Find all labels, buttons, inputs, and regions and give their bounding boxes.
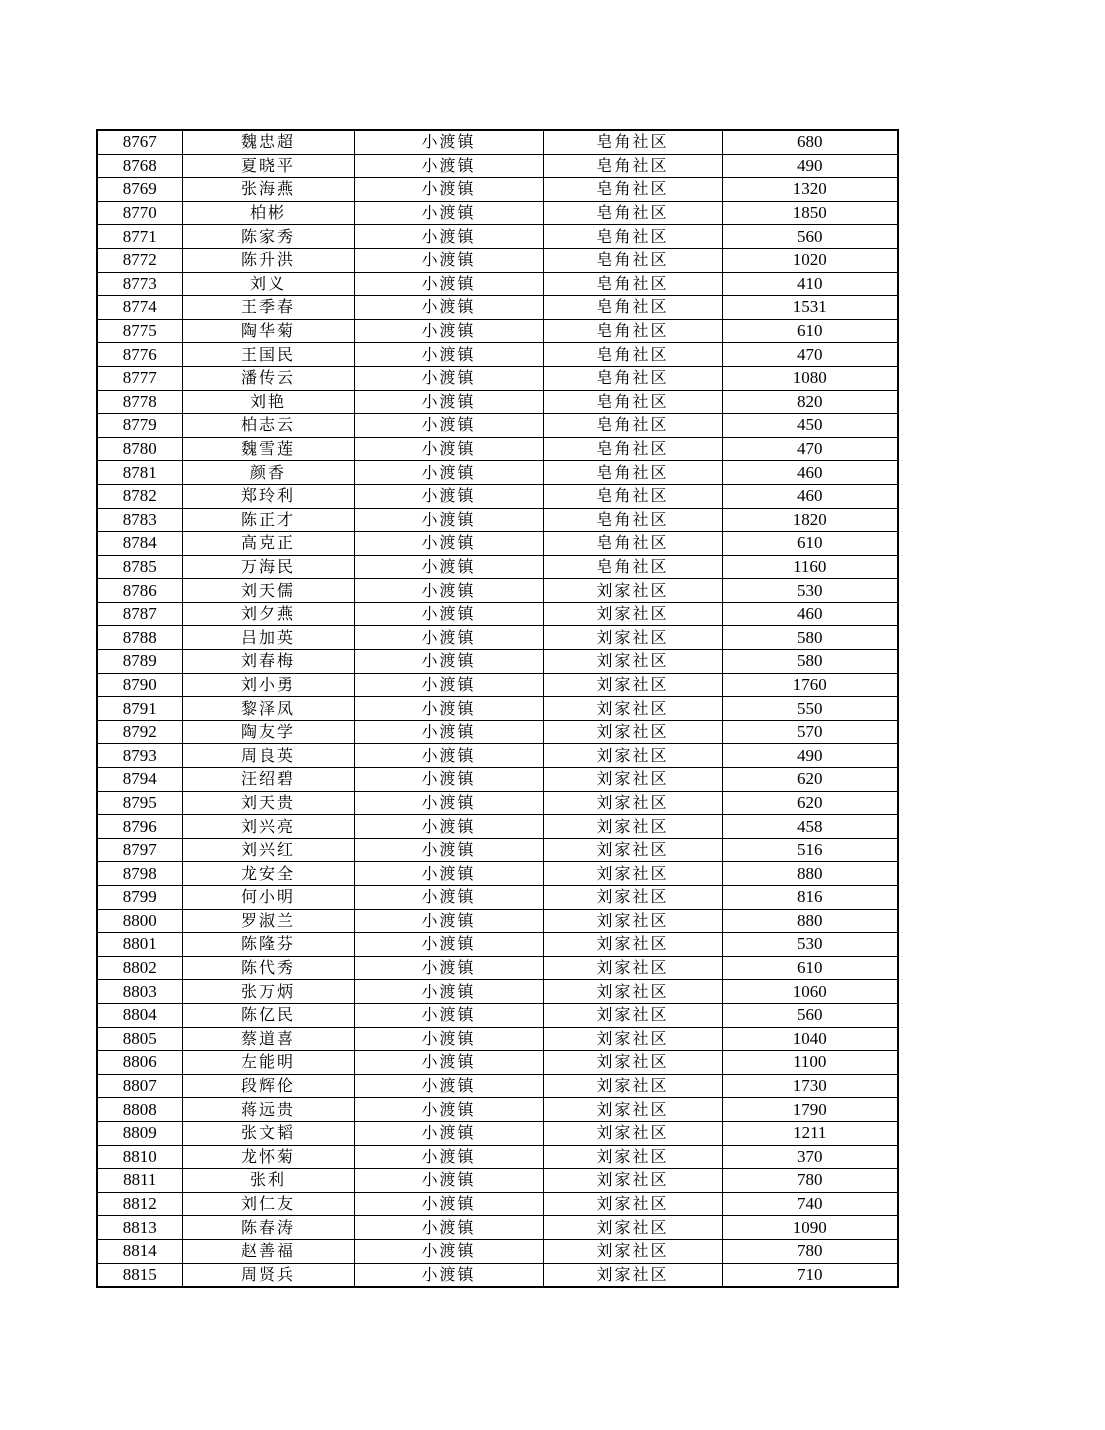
table-row <box>97 579 898 603</box>
town-cell: 小渡镇 <box>354 484 543 508</box>
row-number-cell: 8795 <box>97 791 182 815</box>
name-cell: 颜香 <box>182 461 354 485</box>
row-number-cell: 8767 <box>97 130 182 154</box>
row-number-cell: 8789 <box>97 650 182 674</box>
row-number-cell: 8777 <box>97 366 182 390</box>
amount-cell: 1160 <box>722 555 898 579</box>
amount-cell: 680 <box>722 130 898 154</box>
town-cell: 小渡镇 <box>354 980 543 1004</box>
town-cell: 小渡镇 <box>354 956 543 980</box>
name-cell: 潘传云 <box>182 366 354 390</box>
table-row <box>97 1098 898 1122</box>
community-cell: 皂角社区 <box>543 390 722 414</box>
community-cell: 皂角社区 <box>543 319 722 343</box>
community-cell: 刘家社区 <box>543 1098 722 1122</box>
name-cell: 刘小勇 <box>182 673 354 697</box>
table-row <box>97 130 898 154</box>
row-number-cell: 8781 <box>97 461 182 485</box>
town-cell: 小渡镇 <box>354 296 543 320</box>
town-cell: 小渡镇 <box>354 720 543 744</box>
community-cell: 皂角社区 <box>543 484 722 508</box>
name-cell: 刘天儒 <box>182 579 354 603</box>
row-number-cell: 8784 <box>97 532 182 556</box>
amount-cell: 610 <box>722 956 898 980</box>
table-row <box>97 1051 898 1075</box>
community-cell: 皂角社区 <box>543 532 722 556</box>
name-cell: 陈代秀 <box>182 956 354 980</box>
name-cell: 王季春 <box>182 296 354 320</box>
community-cell: 刘家社区 <box>543 697 722 721</box>
amount-cell: 470 <box>722 343 898 367</box>
name-cell: 高克正 <box>182 532 354 556</box>
community-cell: 刘家社区 <box>543 1145 722 1169</box>
amount-cell: 816 <box>722 886 898 910</box>
community-cell: 皂角社区 <box>543 201 722 225</box>
town-cell: 小渡镇 <box>354 602 543 626</box>
community-cell: 刘家社区 <box>543 673 722 697</box>
table-row <box>97 602 898 626</box>
amount-cell: 410 <box>722 272 898 296</box>
table-body <box>97 130 898 1287</box>
community-cell: 刘家社区 <box>543 909 722 933</box>
table-row <box>97 1003 898 1027</box>
amount-cell: 550 <box>722 697 898 721</box>
name-cell: 赵善福 <box>182 1239 354 1263</box>
row-number-cell: 8806 <box>97 1051 182 1075</box>
amount-cell: 710 <box>722 1263 898 1287</box>
name-cell: 龙安全 <box>182 862 354 886</box>
community-cell: 刘家社区 <box>543 815 722 839</box>
community-cell: 皂角社区 <box>543 508 722 532</box>
row-number-cell: 8772 <box>97 248 182 272</box>
amount-cell: 1730 <box>722 1074 898 1098</box>
name-cell: 刘艳 <box>182 390 354 414</box>
amount-cell: 1320 <box>722 178 898 202</box>
community-cell: 皂角社区 <box>543 343 722 367</box>
amount-cell: 460 <box>722 602 898 626</box>
name-cell: 刘天贵 <box>182 791 354 815</box>
row-number-cell: 8785 <box>97 555 182 579</box>
row-number-cell: 8778 <box>97 390 182 414</box>
amount-cell: 610 <box>722 532 898 556</box>
amount-cell: 1020 <box>722 248 898 272</box>
table-row <box>97 650 898 674</box>
community-cell: 刘家社区 <box>543 1121 722 1145</box>
amount-cell: 490 <box>722 744 898 768</box>
table-row <box>97 673 898 697</box>
name-cell: 陈升洪 <box>182 248 354 272</box>
amount-cell: 1820 <box>722 508 898 532</box>
name-cell: 万海民 <box>182 555 354 579</box>
town-cell: 小渡镇 <box>354 437 543 461</box>
row-number-cell: 8814 <box>97 1239 182 1263</box>
row-number-cell: 8786 <box>97 579 182 603</box>
name-cell: 罗淑兰 <box>182 909 354 933</box>
town-cell: 小渡镇 <box>354 532 543 556</box>
table-row <box>97 319 898 343</box>
amount-cell: 580 <box>722 650 898 674</box>
town-cell: 小渡镇 <box>354 933 543 957</box>
table-row <box>97 980 898 1004</box>
name-cell: 段辉伦 <box>182 1074 354 1098</box>
amount-cell: 1090 <box>722 1216 898 1240</box>
table-row <box>97 1239 898 1263</box>
amount-cell: 1211 <box>722 1121 898 1145</box>
town-cell: 小渡镇 <box>354 697 543 721</box>
town-cell: 小渡镇 <box>354 248 543 272</box>
row-number-cell: 8805 <box>97 1027 182 1051</box>
community-cell: 刘家社区 <box>543 744 722 768</box>
table-row <box>97 1216 898 1240</box>
community-cell: 刘家社区 <box>543 1074 722 1098</box>
amount-cell: 610 <box>722 319 898 343</box>
name-cell: 陈春涛 <box>182 1216 354 1240</box>
table-row <box>97 933 898 957</box>
town-cell: 小渡镇 <box>354 225 543 249</box>
row-number-cell: 8793 <box>97 744 182 768</box>
row-number-cell: 8768 <box>97 154 182 178</box>
amount-cell: 880 <box>722 909 898 933</box>
town-cell: 小渡镇 <box>354 1169 543 1193</box>
town-cell: 小渡镇 <box>354 886 543 910</box>
table-row <box>97 744 898 768</box>
community-cell: 皂角社区 <box>543 555 722 579</box>
table-row <box>97 272 898 296</box>
town-cell: 小渡镇 <box>354 1027 543 1051</box>
amount-cell: 570 <box>722 720 898 744</box>
community-cell: 刘家社区 <box>543 1051 722 1075</box>
name-cell: 夏晓平 <box>182 154 354 178</box>
row-number-cell: 8783 <box>97 508 182 532</box>
table-row <box>97 555 898 579</box>
table-row <box>97 201 898 225</box>
amount-cell: 580 <box>722 626 898 650</box>
community-cell: 刘家社区 <box>543 720 722 744</box>
amount-cell: 880 <box>722 862 898 886</box>
table-row <box>97 154 898 178</box>
table-row <box>97 437 898 461</box>
row-number-cell: 8790 <box>97 673 182 697</box>
row-number-cell: 8802 <box>97 956 182 980</box>
table-row <box>97 461 898 485</box>
town-cell: 小渡镇 <box>354 366 543 390</box>
table-row <box>97 390 898 414</box>
table-row <box>97 484 898 508</box>
row-number-cell: 8807 <box>97 1074 182 1098</box>
amount-cell: 1850 <box>722 201 898 225</box>
community-cell: 刘家社区 <box>543 1003 722 1027</box>
table-row <box>97 886 898 910</box>
row-number-cell: 8812 <box>97 1192 182 1216</box>
town-cell: 小渡镇 <box>354 178 543 202</box>
row-number-cell: 8811 <box>97 1169 182 1193</box>
community-cell: 刘家社区 <box>543 1216 722 1240</box>
community-cell: 刘家社区 <box>543 650 722 674</box>
table-row <box>97 909 898 933</box>
name-cell: 刘春梅 <box>182 650 354 674</box>
row-number-cell: 8780 <box>97 437 182 461</box>
amount-cell: 560 <box>722 225 898 249</box>
community-cell: 刘家社区 <box>543 1027 722 1051</box>
table-row <box>97 956 898 980</box>
community-cell: 皂角社区 <box>543 272 722 296</box>
amount-cell: 1100 <box>722 1051 898 1075</box>
community-cell: 皂角社区 <box>543 366 722 390</box>
name-cell: 郑玲利 <box>182 484 354 508</box>
community-cell: 刘家社区 <box>543 838 722 862</box>
row-number-cell: 8803 <box>97 980 182 1004</box>
table-row <box>97 1027 898 1051</box>
row-number-cell: 8796 <box>97 815 182 839</box>
amount-cell: 1790 <box>722 1098 898 1122</box>
community-cell: 皂角社区 <box>543 178 722 202</box>
town-cell: 小渡镇 <box>354 508 543 532</box>
town-cell: 小渡镇 <box>354 768 543 792</box>
community-cell: 刘家社区 <box>543 791 722 815</box>
row-number-cell: 8794 <box>97 768 182 792</box>
row-number-cell: 8810 <box>97 1145 182 1169</box>
row-number-cell: 8791 <box>97 697 182 721</box>
town-cell: 小渡镇 <box>354 390 543 414</box>
town-cell: 小渡镇 <box>354 862 543 886</box>
table-row <box>97 815 898 839</box>
town-cell: 小渡镇 <box>354 791 543 815</box>
amount-cell: 470 <box>722 437 898 461</box>
row-number-cell: 8798 <box>97 862 182 886</box>
row-number-cell: 8800 <box>97 909 182 933</box>
town-cell: 小渡镇 <box>354 555 543 579</box>
community-cell: 皂角社区 <box>543 414 722 438</box>
community-cell: 皂角社区 <box>543 225 722 249</box>
table-row <box>97 248 898 272</box>
amount-cell: 530 <box>722 579 898 603</box>
town-cell: 小渡镇 <box>354 414 543 438</box>
town-cell: 小渡镇 <box>354 626 543 650</box>
name-cell: 何小明 <box>182 886 354 910</box>
town-cell: 小渡镇 <box>354 154 543 178</box>
name-cell: 张利 <box>182 1169 354 1193</box>
row-number-cell: 8787 <box>97 602 182 626</box>
town-cell: 小渡镇 <box>354 461 543 485</box>
town-cell: 小渡镇 <box>354 1003 543 1027</box>
table-row <box>97 508 898 532</box>
town-cell: 小渡镇 <box>354 1263 543 1287</box>
name-cell: 张文韬 <box>182 1121 354 1145</box>
table-row <box>97 862 898 886</box>
row-number-cell: 8809 <box>97 1121 182 1145</box>
town-cell: 小渡镇 <box>354 838 543 862</box>
table-row <box>97 1169 898 1193</box>
row-number-cell: 8773 <box>97 272 182 296</box>
amount-cell: 1080 <box>722 366 898 390</box>
town-cell: 小渡镇 <box>354 201 543 225</box>
table-row <box>97 791 898 815</box>
name-cell: 王国民 <box>182 343 354 367</box>
row-number-cell: 8799 <box>97 886 182 910</box>
amount-cell: 370 <box>722 1145 898 1169</box>
name-cell: 柏志云 <box>182 414 354 438</box>
table-row <box>97 697 898 721</box>
name-cell: 吕加英 <box>182 626 354 650</box>
table-row <box>97 532 898 556</box>
name-cell: 刘兴红 <box>182 838 354 862</box>
community-cell: 皂角社区 <box>543 296 722 320</box>
name-cell: 黎泽凤 <box>182 697 354 721</box>
amount-cell: 490 <box>722 154 898 178</box>
town-cell: 小渡镇 <box>354 1098 543 1122</box>
town-cell: 小渡镇 <box>354 673 543 697</box>
row-number-cell: 8815 <box>97 1263 182 1287</box>
table-row <box>97 1192 898 1216</box>
name-cell: 陈亿民 <box>182 1003 354 1027</box>
town-cell: 小渡镇 <box>354 1121 543 1145</box>
name-cell: 张海燕 <box>182 178 354 202</box>
table-row <box>97 768 898 792</box>
community-cell: 皂角社区 <box>543 437 722 461</box>
town-cell: 小渡镇 <box>354 1216 543 1240</box>
table-row <box>97 838 898 862</box>
amount-cell: 820 <box>722 390 898 414</box>
data-table <box>96 129 899 1288</box>
table-row <box>97 1121 898 1145</box>
row-number-cell: 8776 <box>97 343 182 367</box>
town-cell: 小渡镇 <box>354 744 543 768</box>
name-cell: 柏彬 <box>182 201 354 225</box>
row-number-cell: 8801 <box>97 933 182 957</box>
town-cell: 小渡镇 <box>354 319 543 343</box>
row-number-cell: 8775 <box>97 319 182 343</box>
name-cell: 刘夕燕 <box>182 602 354 626</box>
name-cell: 蔡道喜 <box>182 1027 354 1051</box>
name-cell: 左能明 <box>182 1051 354 1075</box>
name-cell: 周良英 <box>182 744 354 768</box>
name-cell: 蒋远贵 <box>182 1098 354 1122</box>
table-row <box>97 343 898 367</box>
row-number-cell: 8770 <box>97 201 182 225</box>
row-number-cell: 8792 <box>97 720 182 744</box>
community-cell: 刘家社区 <box>543 626 722 650</box>
table-row <box>97 178 898 202</box>
amount-cell: 620 <box>722 791 898 815</box>
amount-cell: 780 <box>722 1239 898 1263</box>
amount-cell: 1760 <box>722 673 898 697</box>
amount-cell: 620 <box>722 768 898 792</box>
name-cell: 张万炳 <box>182 980 354 1004</box>
amount-cell: 740 <box>722 1192 898 1216</box>
amount-cell: 460 <box>722 484 898 508</box>
community-cell: 刘家社区 <box>543 933 722 957</box>
amount-cell: 780 <box>722 1169 898 1193</box>
town-cell: 小渡镇 <box>354 1192 543 1216</box>
table-row <box>97 414 898 438</box>
town-cell: 小渡镇 <box>354 650 543 674</box>
community-cell: 刘家社区 <box>543 602 722 626</box>
town-cell: 小渡镇 <box>354 1239 543 1263</box>
amount-cell: 1060 <box>722 980 898 1004</box>
table-row <box>97 626 898 650</box>
table-row <box>97 1263 898 1287</box>
row-number-cell: 8782 <box>97 484 182 508</box>
community-cell: 皂角社区 <box>543 461 722 485</box>
name-cell: 周贤兵 <box>182 1263 354 1287</box>
town-cell: 小渡镇 <box>354 1145 543 1169</box>
name-cell: 魏忠超 <box>182 130 354 154</box>
community-cell: 刘家社区 <box>543 1239 722 1263</box>
community-cell: 刘家社区 <box>543 886 722 910</box>
row-number-cell: 8808 <box>97 1098 182 1122</box>
town-cell: 小渡镇 <box>354 343 543 367</box>
row-number-cell: 8779 <box>97 414 182 438</box>
community-cell: 刘家社区 <box>543 956 722 980</box>
town-cell: 小渡镇 <box>354 815 543 839</box>
town-cell: 小渡镇 <box>354 272 543 296</box>
name-cell: 陈隆芬 <box>182 933 354 957</box>
community-cell: 刘家社区 <box>543 1192 722 1216</box>
community-cell: 刘家社区 <box>543 980 722 1004</box>
community-cell: 皂角社区 <box>543 248 722 272</box>
table-row <box>97 296 898 320</box>
amount-cell: 560 <box>722 1003 898 1027</box>
table-row <box>97 1074 898 1098</box>
name-cell: 陈家秀 <box>182 225 354 249</box>
name-cell: 刘义 <box>182 272 354 296</box>
table-row <box>97 720 898 744</box>
name-cell: 陶友学 <box>182 720 354 744</box>
town-cell: 小渡镇 <box>354 579 543 603</box>
table-row <box>97 1145 898 1169</box>
amount-cell: 1040 <box>722 1027 898 1051</box>
amount-cell: 530 <box>722 933 898 957</box>
row-number-cell: 8804 <box>97 1003 182 1027</box>
amount-cell: 450 <box>722 414 898 438</box>
table-row <box>97 225 898 249</box>
name-cell: 汪绍碧 <box>182 768 354 792</box>
table-row <box>97 366 898 390</box>
row-number-cell: 8788 <box>97 626 182 650</box>
community-cell: 皂角社区 <box>543 130 722 154</box>
amount-cell: 516 <box>722 838 898 862</box>
amount-cell: 460 <box>722 461 898 485</box>
row-number-cell: 8797 <box>97 838 182 862</box>
amount-cell: 1531 <box>722 296 898 320</box>
community-cell: 皂角社区 <box>543 154 722 178</box>
town-cell: 小渡镇 <box>354 1074 543 1098</box>
name-cell: 刘仁友 <box>182 1192 354 1216</box>
town-cell: 小渡镇 <box>354 909 543 933</box>
amount-cell: 458 <box>722 815 898 839</box>
name-cell: 刘兴亮 <box>182 815 354 839</box>
community-cell: 刘家社区 <box>543 579 722 603</box>
name-cell: 魏雪莲 <box>182 437 354 461</box>
community-cell: 刘家社区 <box>543 1263 722 1287</box>
community-cell: 刘家社区 <box>543 768 722 792</box>
name-cell: 陶华菊 <box>182 319 354 343</box>
row-number-cell: 8813 <box>97 1216 182 1240</box>
town-cell: 小渡镇 <box>354 130 543 154</box>
row-number-cell: 8774 <box>97 296 182 320</box>
community-cell: 刘家社区 <box>543 1169 722 1193</box>
row-number-cell: 8769 <box>97 178 182 202</box>
town-cell: 小渡镇 <box>354 1051 543 1075</box>
name-cell: 陈正才 <box>182 508 354 532</box>
community-cell: 刘家社区 <box>543 862 722 886</box>
row-number-cell: 8771 <box>97 225 182 249</box>
name-cell: 龙怀菊 <box>182 1145 354 1169</box>
